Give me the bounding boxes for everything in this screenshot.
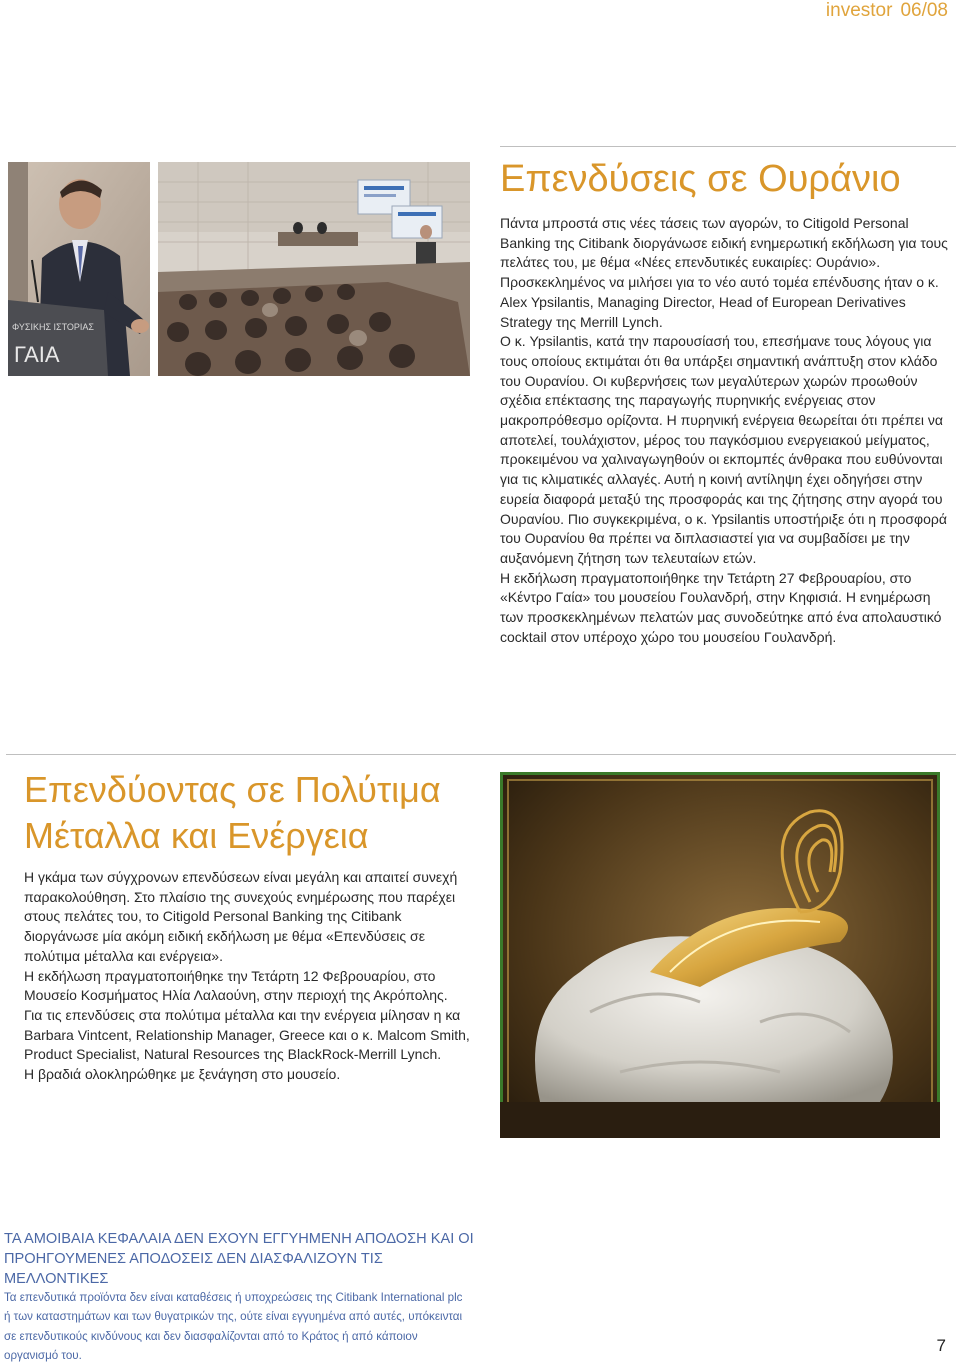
article1-title: Επενδύσεις σε Ουράνιο bbox=[500, 158, 901, 200]
photo-conference-hall bbox=[158, 162, 470, 376]
photo-speaker-podium bbox=[8, 162, 150, 376]
article2-title-line-2: Μέταλλα και Ενέργεια bbox=[24, 815, 369, 856]
page-header bbox=[826, 0, 948, 22]
article1-paragraph-3: Η εκδήλωση πραγματοποιήθηκε την Τετάρτη 27 Φεβρουαρίου, στο «Κέντρο Γαία» του μουσείου Γουλανδρή, στην Κηφισιά. Η ενημέρωση των προσκεκλημένων πελατών μας συνοδεύτηκε από ένα απολαυστικό cocktail στον υπέροχο χώρο του μουσείου Γουλανδρή. bbox=[500, 569, 942, 645]
article2-body bbox=[24, 868, 470, 1085]
podium-gaia-label: ΓΑΙΑ bbox=[14, 342, 60, 367]
top-divider bbox=[500, 146, 956, 147]
article2-title-line-1: Επενδύοντας σε Πολύτιμα bbox=[24, 769, 441, 810]
publication-name: investor bbox=[825, 0, 893, 21]
issue-number: 06/08 bbox=[900, 0, 948, 21]
disclaimer-title: ΤΑ ΑΜΟΙΒΑΙΑ ΚΕΦΑΛΑΙΑ ΔΕΝ ΕΧΟΥΝ ΕΓΓΥΗΜΕΝΗ ΑΠΟΔΟΣΗ ΚΑΙ ΟΙ ΠΡΟΗΓΟΥΜΕΝΕΣ ΑΠΟΔΟΣΕΙΣ ΔΕΝ ΔΙΑΣΦΑΛΙΖΟΥΝ ΤΙΣ ΜΕΛΛΟΝΤΙΚΕΣ bbox=[4, 1231, 474, 1287]
page-number: 7 bbox=[936, 1336, 946, 1355]
podium-small-text: ΦΥΣΙΚΗΣ ΙΣΤΟΡΙΑΣ bbox=[12, 322, 94, 332]
article2-paragraph-4: Η βραδιά ολοκληρώθηκε με ξενάγηση στο μουσείο. bbox=[24, 1066, 341, 1083]
article2-paragraph-1: Η γκάμα των σύγχρονων επενδύσεων είναι μεγάλη και απαιτεί συνεχή παρακολούθηση. Στο πλαίσιο της συνεχούς ενημέρωσης που παρέχει στους πελάτες του, το Citigold Personal Banking της Citibank διοργάνωσε μία ακόμη ειδική εκδήλωση με θέμα «Επενδύσεις σε πολύτιμα μέταλλα και ενέργεια». bbox=[24, 869, 458, 964]
disclaimer-body: Τα επενδυτικά προϊόντα δεν είναι καταθέσεις ή υποχρεώσεις της Citibank International plc ή των καταστημάτων και των θυγατρικών της, ούτε είναι εγγυημένα από αυτές, υπόκεινται σε επενδυτικούς κινδύνους και δεν διασφαλίζονται από το Κράτος ή από κάποιον οργανισμό του. bbox=[4, 1291, 463, 1362]
photo-crystal-sculpture bbox=[500, 772, 940, 1138]
article1-paragraph-1: Πάντα μπροστά στις νέες τάσεις των αγορών, το Citigold Personal Banking της Citibank διοργάνωσε ειδική ενημερωτική εκδήλωση για τους πελάτες του, με θέμα «Νέες επενδυτικές ευκαιρίες: Ουράνιο». Προσκεκλημένος να μιλήσει για το νέο αυτό τομέα επένδυσης ήταν ο κ. Alex Ypsilantis, Managing Director, Head of European Derivatives Strategy της Merrill Lynch. bbox=[500, 215, 948, 330]
article1-paragraph-2: Ο κ. Ypsilantis, κατά την παρουσίασή του, επεσήμανε τους λόγους για τους οποίους εκτιμάται ότι θα υπάρξει σημαντική ανάπτυξη στον κλάδο του Ουρανίου. Οι κυβερνήσεις των μεγαλύτερων χωρών προωθούν σχέδια επέκτασης της παραγωγής πυρηνικής ενέργειας στον μακροπρόθεσμο ορίζοντα. Η πυρηνική ενέργεια θεωρείται ότι πρέπει να αποτελεί, τουλάχιστον, μέρος του παγκόσμιου ενεργειακού μείγματος, προκειμένου να χαλιναγωγηθούν οι εκπομπές άνθρακα που ευθύνονται για τις κλιματικές αλλαγές. Αυτή η κοινή αντίληψη έχει οδηγήσει στην ευρεία διαφορά μεταξύ της προσφοράς και της ζήτησης στην αγορά του Ουρανίου. Πιο συγκεκριμένα, ο κ. Ypsilantis υποστήριξε ότι η προσφορά του Ουρανίου θα πρέπει να διπλασιαστεί για να συμβαδίσει με την αυξανόμενη ζήτηση των τελευταίων ετών. bbox=[500, 333, 947, 566]
article1-body bbox=[500, 214, 948, 647]
middle-divider bbox=[6, 754, 956, 755]
article2-title bbox=[24, 767, 441, 859]
article2-paragraph-3: Για τις επενδύσεις στα πολύτιμα μέταλλα και την ενέργεια μίλησαν η κα Barbara Vintcent, Relationship Manager, Greece και ο κ. Malcom Smith, Product Specialist, Natural Resources της BlackRock-Merrill Lynch. bbox=[24, 1006, 470, 1063]
article2-paragraph-2: Η εκδήλωση πραγματοποιήθηκε την Τετάρτη 12 Φεβρουαρίου, στο Μουσείο Κοσμήματος Ηλία Λαλαούνη, στην περιοχή της Ακρόπολης. bbox=[24, 967, 448, 1004]
